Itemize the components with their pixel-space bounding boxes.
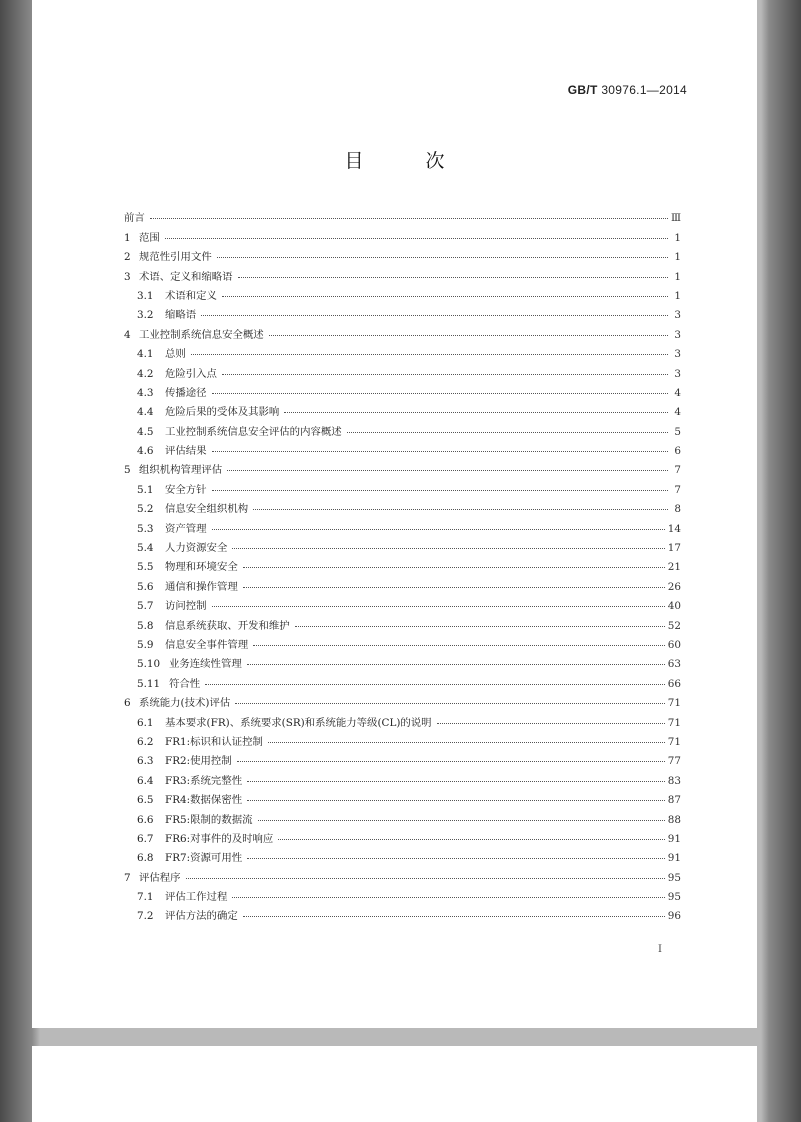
- dot-leader: [212, 392, 668, 394]
- toc-entry-label: 符合性: [169, 677, 201, 690]
- document-page: [32, 0, 757, 1028]
- toc-entry-page: 3: [674, 328, 681, 341]
- toc-entry-label: 基本要求(FR)、系统要求(SR)和系统能力等级(CL)的说明: [165, 716, 432, 729]
- toc-entry: [124, 864, 681, 883]
- toc-entry-number: 5.1: [137, 483, 154, 496]
- toc-entry-page: 5: [674, 425, 681, 438]
- toc-entry-number: 5.9: [137, 638, 154, 651]
- toc-entry-number: 7: [124, 871, 131, 884]
- toc-entry-label: 信息安全事件管理: [165, 638, 249, 651]
- toc-entry-page: 71: [667, 716, 681, 729]
- toc-entry: [124, 632, 681, 651]
- toc-entry: [124, 903, 681, 922]
- standard-header: [568, 83, 687, 97]
- toc-entry-label: 组织机构管理评估: [139, 464, 223, 477]
- dot-leader: [217, 256, 668, 258]
- next-page: [32, 1046, 757, 1122]
- toc-entry-number: 3.1: [137, 289, 154, 302]
- toc-entry: [124, 554, 681, 573]
- toc-entry-label: FR2:使用控制: [165, 755, 232, 768]
- dot-leader: [165, 237, 668, 239]
- toc-entry-page: 8: [674, 503, 681, 516]
- toc-entry: [124, 263, 681, 282]
- toc-entry-page: 77: [667, 755, 681, 768]
- toc-entry-page: 83: [667, 774, 681, 787]
- dot-leader: [235, 702, 665, 704]
- dot-leader: [238, 276, 668, 278]
- toc-entry: [124, 748, 681, 767]
- toc-entry-number: 5.8: [137, 619, 154, 632]
- toc-entry-label: 工业控制系统信息安全概述: [139, 328, 264, 341]
- toc-entry-label: FR7:资源可用性: [165, 852, 243, 865]
- dot-leader: [232, 896, 664, 898]
- toc-entry-label: 前言: [124, 212, 145, 225]
- toc-entry-number: 7.1: [137, 891, 154, 904]
- toc-entry-number: 5.4: [137, 542, 154, 555]
- toc-entry: [124, 399, 681, 418]
- dot-leader: [258, 819, 665, 821]
- toc-entry-label: 业务连续性管理: [169, 658, 242, 671]
- toc-entry-page: 3: [674, 367, 681, 380]
- toc-entry-number: 5.7: [137, 600, 154, 613]
- toc-entry-label: 评估方法的确定: [165, 910, 238, 923]
- toc-entry: [124, 515, 681, 534]
- page-title: 目 次: [344, 150, 473, 172]
- toc-entry: [124, 476, 681, 495]
- toc-entry-page: 17: [667, 542, 681, 555]
- toc-entry: [124, 283, 681, 302]
- toc-entry-number: 5: [124, 464, 131, 477]
- dot-leader: [191, 353, 668, 355]
- toc-entry-page: 40: [667, 600, 681, 613]
- standard-code: GB/T: [567, 83, 598, 97]
- toc-entry-page: 60: [667, 638, 681, 651]
- toc-entry: [124, 573, 681, 592]
- dot-leader: [247, 780, 665, 782]
- toc-entry: [124, 438, 681, 457]
- dot-leader: [253, 508, 668, 510]
- toc-entry-number: 6.4: [137, 774, 154, 787]
- toc-entry-label: 术语和定义: [165, 289, 217, 302]
- toc-entry-number: 2: [124, 251, 131, 264]
- toc-entry: [124, 360, 681, 379]
- dot-leader: [243, 586, 665, 588]
- toc-entry-number: 4.1: [137, 348, 154, 361]
- toc-entry: [124, 418, 681, 437]
- dot-leader: [347, 431, 668, 433]
- toc-entry-number: 4: [124, 328, 131, 341]
- toc-entry-number: 6.3: [137, 755, 154, 768]
- toc-entry: [124, 709, 681, 728]
- dot-leader: [201, 314, 668, 316]
- toc-entry-label: 总则: [165, 348, 186, 361]
- toc-entry-label: 术语、定义和缩略语: [139, 270, 233, 283]
- toc-entry: [124, 321, 681, 340]
- toc-entry-number: 6.1: [137, 716, 154, 729]
- toc-entry-page: 71: [667, 697, 681, 710]
- toc-entry-number: 5.6: [137, 580, 154, 593]
- dot-leader: [222, 295, 668, 297]
- dot-leader: [186, 877, 665, 879]
- toc-entry-number: 1: [124, 231, 131, 244]
- toc-entry-number: 4.3: [137, 386, 154, 399]
- dot-leader: [295, 625, 665, 627]
- dot-leader: [237, 760, 665, 762]
- toc-entry-page: 14: [667, 522, 681, 535]
- toc-entry-page: 63: [667, 658, 681, 671]
- toc-entry-page: 3: [674, 348, 681, 361]
- toc-entry: [124, 670, 681, 689]
- toc-entry-page: 7: [674, 483, 681, 496]
- toc-entry: [124, 690, 681, 709]
- toc-entry-number: 7.2: [137, 910, 154, 923]
- toc-entry-label: 评估工作过程: [165, 891, 228, 904]
- dot-leader: [437, 722, 665, 724]
- toc-entry-page: Ⅲ: [670, 212, 681, 225]
- toc-entry-page: 91: [667, 832, 681, 845]
- toc-entry-label: 评估程序: [139, 871, 181, 884]
- toc-entry-number: 6.8: [137, 852, 154, 865]
- dot-leader: [247, 799, 665, 801]
- dot-leader: [243, 566, 665, 568]
- toc-entry-page: 88: [667, 813, 681, 826]
- table-of-contents: [124, 205, 681, 922]
- toc-entry-page: 4: [674, 406, 681, 419]
- toc-entry-number: 6.6: [137, 813, 154, 826]
- dot-leader: [243, 915, 665, 917]
- toc-entry-number: 5.2: [137, 503, 154, 516]
- toc-entry: [124, 380, 681, 399]
- toc-entry-page: 71: [667, 735, 681, 748]
- dot-leader: [269, 334, 668, 336]
- dot-leader: [284, 411, 668, 413]
- toc-entry-page: 52: [667, 619, 681, 632]
- toc-entry-page: 1: [674, 270, 681, 283]
- toc-entry: [124, 806, 681, 825]
- dot-leader: [247, 663, 665, 665]
- dot-leader: [232, 547, 664, 549]
- dot-leader: [212, 605, 665, 607]
- dot-leader: [227, 469, 668, 471]
- toc-entry: [124, 612, 681, 631]
- toc-entry-label: 信息安全组织机构: [165, 503, 249, 516]
- page-number: I: [658, 944, 662, 955]
- toc-entry-number: 5.5: [137, 561, 154, 574]
- toc-entry-page: 4: [674, 386, 681, 399]
- toc-entry-number: 3: [124, 270, 131, 283]
- toc-entry-page: 6: [674, 445, 681, 458]
- toc-entry: [124, 787, 681, 806]
- toc-entry-label: 信息系统获取、开发和维护: [165, 619, 290, 632]
- toc-entry-label: FR4:数据保密性: [165, 794, 243, 807]
- toc-entry-label: 安全方针: [165, 483, 207, 496]
- toc-entry-page: 26: [667, 580, 681, 593]
- toc-entry-label: 评估结果: [165, 445, 207, 458]
- toc-entry-page: 7: [674, 464, 681, 477]
- dot-leader: [222, 373, 668, 375]
- dot-leader: [278, 838, 664, 840]
- toc-entry-page: 91: [667, 852, 681, 865]
- toc-entry-number: 4.2: [137, 367, 154, 380]
- dot-leader: [247, 857, 665, 859]
- toc-entry-label: 范围: [139, 231, 160, 244]
- toc-entry-number: 6.7: [137, 832, 154, 845]
- dot-leader: [212, 489, 668, 491]
- toc-entry: [124, 535, 681, 554]
- toc-entry-label: 规范性引用文件: [139, 251, 212, 264]
- toc-entry: [124, 593, 681, 612]
- dot-leader: [268, 741, 665, 743]
- toc-entry-label: 传播途径: [165, 386, 207, 399]
- standard-number: 30976.1—2014: [601, 83, 687, 97]
- toc-entry: [124, 224, 681, 243]
- toc-entry-label: 通信和操作管理: [165, 580, 238, 593]
- toc-entry-label: FR3:系统完整性: [165, 774, 243, 787]
- toc-entry-number: 6.5: [137, 794, 154, 807]
- dot-leader: [212, 528, 665, 530]
- toc-entry: [124, 651, 681, 670]
- toc-entry-number: 4.4: [137, 406, 154, 419]
- toc-entry-label: FR6:对事件的及时响应: [165, 832, 274, 845]
- toc-entry-number: 4.5: [137, 425, 154, 438]
- toc-entry: [124, 845, 681, 864]
- toc-entry: [124, 457, 681, 476]
- toc-entry-label: FR5:限制的数据流: [165, 813, 253, 826]
- toc-entry-number: 5.10: [137, 658, 161, 671]
- toc-entry: [124, 884, 681, 903]
- toc-entry-label: 访问控制: [165, 600, 207, 613]
- toc-entry: [124, 341, 681, 360]
- dot-leader: [150, 217, 668, 219]
- toc-entry-page: 66: [667, 677, 681, 690]
- toc-entry: [124, 729, 681, 748]
- toc-entry-label: 系统能力(技术)评估: [139, 697, 231, 710]
- toc-entry-page: 1: [674, 251, 681, 264]
- toc-entry-page: 87: [667, 794, 681, 807]
- toc-entry-number: 6.2: [137, 735, 154, 748]
- dot-leader: [212, 450, 668, 452]
- toc-entry-page: 1: [674, 231, 681, 244]
- toc-entry-number: 6: [124, 697, 131, 710]
- toc-entry-page: 96: [667, 910, 681, 923]
- toc-entry-number: 5.11: [137, 677, 161, 690]
- toc-entry-number: 5.3: [137, 522, 154, 535]
- toc-entry-label: 危险引入点: [165, 367, 217, 380]
- toc-entry-label: 资产管理: [165, 522, 207, 535]
- toc-entry: [124, 496, 681, 515]
- toc-entry: [124, 826, 681, 845]
- toc-entry-page: 21: [667, 561, 681, 574]
- toc-entry-label: 人力资源安全: [165, 542, 228, 555]
- toc-entry-page: 3: [674, 309, 681, 322]
- dot-leader: [253, 644, 665, 646]
- toc-entry-label: FR1:标识和认证控制: [165, 735, 263, 748]
- toc-entry-number: 3.2: [137, 309, 154, 322]
- toc-entry: [124, 767, 681, 786]
- toc-entry: [124, 244, 681, 263]
- toc-entry: [124, 302, 681, 321]
- toc-entry-page: 95: [667, 891, 681, 904]
- toc-entry-page: 1: [674, 289, 681, 302]
- toc-entry-label: 物理和环境安全: [165, 561, 238, 574]
- dot-leader: [205, 683, 665, 685]
- toc-entry: [124, 205, 681, 224]
- toc-entry-number: 4.6: [137, 445, 154, 458]
- toc-entry-label: 工业控制系统信息安全评估的内容概述: [165, 425, 342, 438]
- toc-entry-page: 95: [667, 871, 681, 884]
- toc-entry-label: 缩略语: [165, 309, 197, 322]
- toc-entry-label: 危险后果的受体及其影响: [165, 406, 280, 419]
